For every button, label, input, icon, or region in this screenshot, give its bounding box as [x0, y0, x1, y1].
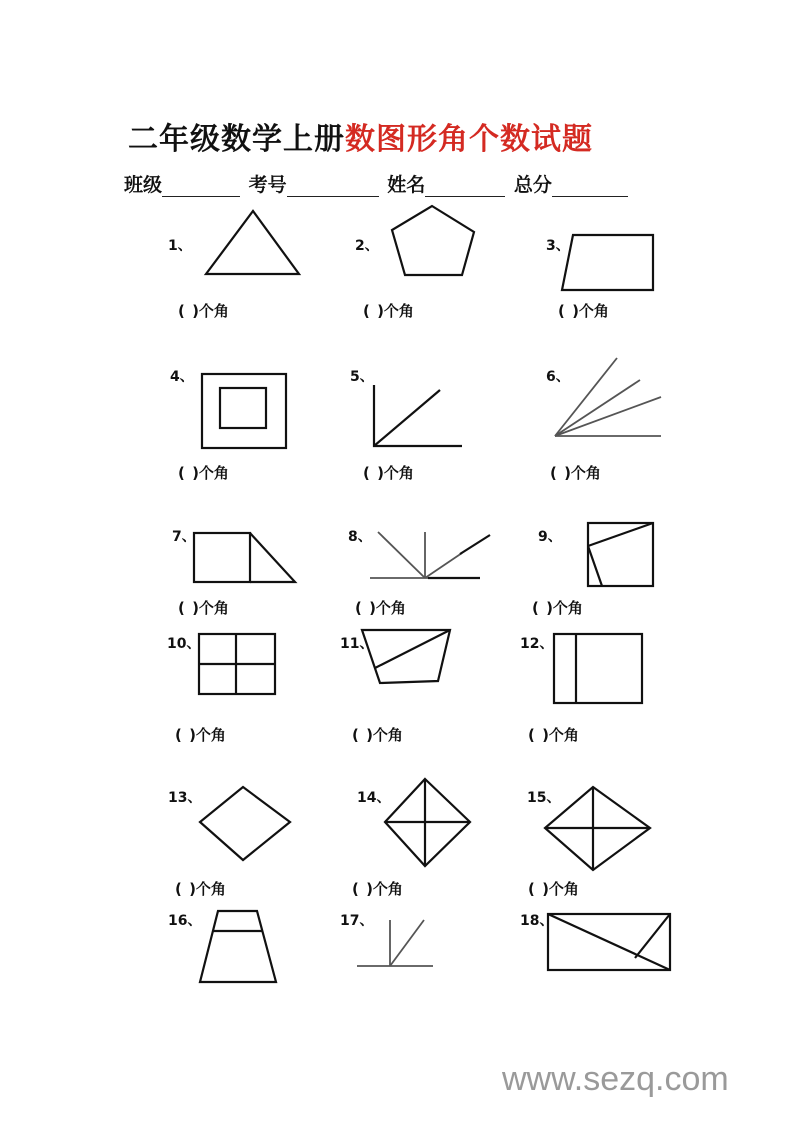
question-label-7: 7、: [172, 529, 196, 545]
figure-1-triangle: [206, 211, 299, 274]
question-label-18: 18、: [520, 913, 554, 929]
figure-17-rays: [357, 920, 433, 966]
answer-blank-3[interactable]: ( )个角: [558, 302, 609, 320]
figure-7-rect-triangle: [194, 533, 295, 582]
figure-16-trapezoid: [200, 911, 276, 982]
class-label: 班级: [124, 174, 163, 196]
answer-blank-1[interactable]: ( )个角: [178, 302, 229, 320]
figure-13-rhombus: [200, 787, 290, 860]
question-label-11: 11、: [340, 636, 374, 652]
name-label: 姓名: [387, 174, 426, 196]
figure-8-rays: [370, 532, 490, 578]
title-red: 数图形角个数试题: [345, 122, 593, 157]
figure-5-rays: [374, 385, 462, 446]
figure-4-nested-squares: [202, 374, 286, 448]
question-label-10: 10、: [167, 636, 201, 652]
figure-2-pentagon: [392, 206, 474, 275]
title-black: 二年级数学上册: [128, 122, 345, 157]
figure-3-trapezoid: [562, 235, 653, 290]
question-label-14: 14、: [357, 790, 391, 806]
answer-blank-7[interactable]: ( )个角: [178, 599, 229, 617]
question-label-5: 5、: [350, 369, 374, 385]
answer-blank-5[interactable]: ( )个角: [363, 464, 414, 482]
answer-blank-12[interactable]: ( )个角: [528, 726, 579, 744]
figure-6-fan-rays: [555, 358, 661, 436]
question-label-12: 12、: [520, 636, 554, 652]
figure-10-grid-rectangle: [199, 634, 275, 694]
watermark: www.sezq.com: [502, 1060, 729, 1098]
answer-blank-2[interactable]: ( )个角: [363, 302, 414, 320]
question-label-17: 17、: [340, 913, 374, 929]
question-label-6: 6、: [546, 369, 570, 385]
question-label-4: 4、: [170, 369, 194, 385]
question-label-15: 15、: [527, 790, 561, 806]
answer-blank-6[interactable]: ( )个角: [550, 464, 601, 482]
answer-blank-13[interactable]: ( )个角: [175, 880, 226, 898]
answer-blank-9[interactable]: ( )个角: [532, 599, 583, 617]
figure-14-rhombus-diagonals: [385, 779, 470, 866]
question-label-16: 16、: [168, 913, 202, 929]
answer-blank-4[interactable]: ( )个角: [178, 464, 229, 482]
answer-blank-15[interactable]: ( )个角: [528, 880, 579, 898]
answer-blank-8[interactable]: ( )个角: [355, 599, 406, 617]
figure-15-rhombus-diagonals: [545, 787, 650, 870]
answer-blank-14[interactable]: ( )个角: [352, 880, 403, 898]
figure-11-divided-trapezoid: [362, 630, 450, 683]
figure-12-divided-rectangle: [554, 634, 642, 703]
score-label: 总分: [513, 174, 552, 196]
exam-number-label: 考号: [248, 174, 287, 196]
answer-blank-11[interactable]: ( )个角: [352, 726, 403, 744]
question-label-9: 9、: [538, 529, 562, 545]
figure-9-divided-square: [588, 523, 653, 586]
question-label-8: 8、: [348, 529, 372, 545]
answer-blank-10[interactable]: ( )个角: [175, 726, 226, 744]
question-label-1: 1、: [168, 238, 192, 254]
question-label-2: 2、: [355, 238, 379, 254]
question-label-13: 13、: [168, 790, 202, 806]
figure-18-divided-rectangle: [548, 914, 670, 970]
question-label-3: 3、: [546, 238, 570, 254]
